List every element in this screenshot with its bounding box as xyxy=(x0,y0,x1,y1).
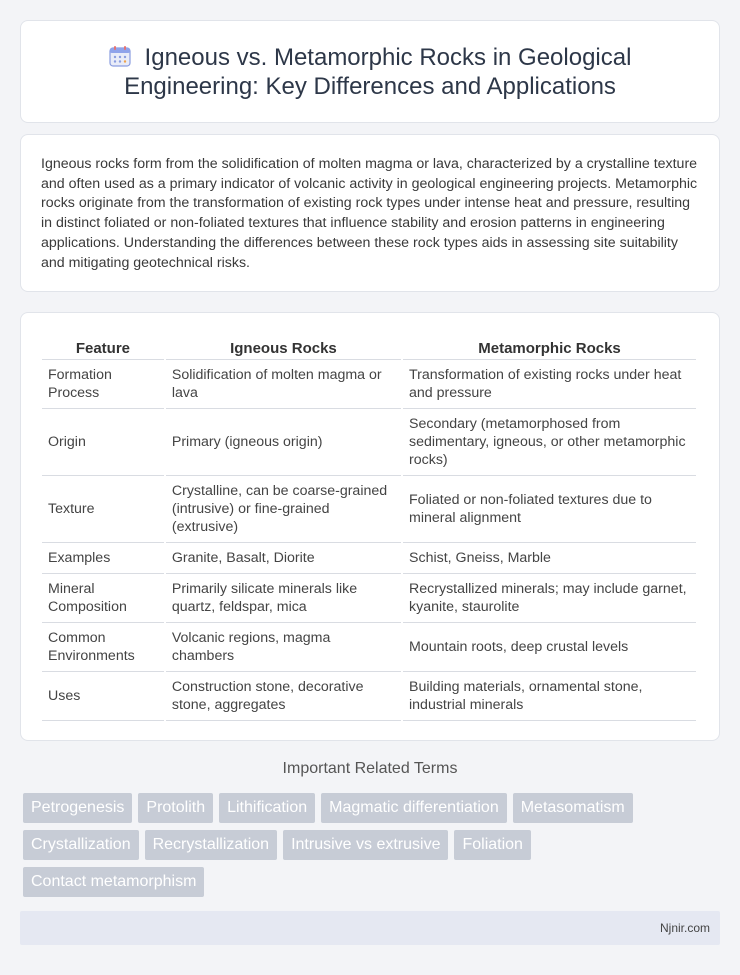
related-terms-heading: Important Related Terms xyxy=(282,760,458,777)
table-row xyxy=(42,623,696,672)
table-cell-metamorphic: Mountain roots, deep crustal levels xyxy=(403,623,696,672)
table-cell-feature: Common Environments xyxy=(42,623,164,672)
table-cell-igneous: Construction stone, decorative stone, aggregates xyxy=(166,672,401,721)
tag-lithification[interactable]: Lithification xyxy=(219,793,315,823)
tag-protolith[interactable]: Protolith xyxy=(138,793,213,823)
header-igneous: Igneous Rocks xyxy=(166,332,401,360)
related-terms-list xyxy=(23,793,703,904)
table-cell-feature: Texture xyxy=(42,476,164,543)
table-cell-igneous: Granite, Basalt, Diorite xyxy=(166,543,401,574)
intro-paragraph: Igneous rocks form from the solidification of molten magma or lava, characterized by a crystalline texture and often used as a primary indicator of volcanic activity in geological engineering projects. Metamorphic rocks originate from the transformation of existing rock types under intense heat and pressure, resulting in distinct foliated or non-foliated textures that influence stability and erosion patterns in engineering applications. Understanding the differences between these rock types aids in assessing site suitability and mitigating geotechnical risks. xyxy=(41,156,698,271)
page-title xyxy=(70,43,670,101)
calendar-icon xyxy=(109,45,131,67)
table-cell-metamorphic: Recrystallized minerals; may include garnet, kyanite, staurolite xyxy=(403,574,696,623)
tag-magmatic-differentiation[interactable]: Magmatic differentiation xyxy=(321,793,507,823)
tag-recrystallization[interactable]: Recrystallization xyxy=(145,830,277,860)
table-cell-feature: Uses xyxy=(42,672,164,721)
table-cell-igneous: Volcanic regions, magma chambers xyxy=(166,623,401,672)
header-feature: Feature xyxy=(42,332,164,360)
table-cell-feature: Formation Process xyxy=(42,360,164,409)
table-cell-metamorphic: Secondary (metamorphosed from sedimentary, igneous, or other metamorphic rocks) xyxy=(403,409,696,476)
tag-foliation[interactable]: Foliation xyxy=(454,830,530,860)
tag-contact-metamorphism[interactable]: Contact metamorphism xyxy=(23,867,204,897)
footer-site[interactable]: Njnir.com xyxy=(659,921,710,935)
comparison-table xyxy=(40,332,698,721)
page-title-text: Igneous vs. Metamorphic Rocks in Geological Engineering: Key Differences and Applications xyxy=(124,43,632,100)
intro-card xyxy=(20,134,720,292)
table-row xyxy=(42,672,696,721)
table-cell-metamorphic: Foliated or non-foliated textures due to mineral alignment xyxy=(403,476,696,543)
table-cell-feature: Examples xyxy=(42,543,164,574)
tag-metasomatism[interactable]: Metasomatism xyxy=(513,793,633,823)
table-header-row xyxy=(42,332,696,360)
table-cell-metamorphic: Building materials, ornamental stone, industrial minerals xyxy=(403,672,696,721)
header-metamorphic: Metamorphic Rocks xyxy=(403,332,696,360)
table-cell-igneous: Crystalline, can be coarse-grained (intrusive) or fine-grained (extrusive) xyxy=(166,476,401,543)
table-row xyxy=(42,476,696,543)
title-card xyxy=(20,20,720,123)
table-cell-metamorphic: Schist, Gneiss, Marble xyxy=(403,543,696,574)
table-row xyxy=(42,409,696,476)
tag-crystallization[interactable]: Crystallization xyxy=(23,830,139,860)
table-row xyxy=(42,360,696,409)
table-cell-feature: Mineral Composition xyxy=(42,574,164,623)
table-row xyxy=(42,574,696,623)
tag-intrusive-vs-extrusive[interactable]: Intrusive vs extrusive xyxy=(283,830,448,860)
table-cell-igneous: Solidification of molten magma or lava xyxy=(166,360,401,409)
tag-petrogenesis[interactable]: Petrogenesis xyxy=(23,793,132,823)
table-cell-igneous: Primary (igneous origin) xyxy=(166,409,401,476)
footer xyxy=(20,911,720,945)
table-cell-igneous: Primarily silicate minerals like quartz, feldspar, mica xyxy=(166,574,401,623)
comparison-card xyxy=(20,312,720,741)
table-cell-metamorphic: Transformation of existing rocks under heat and pressure xyxy=(403,360,696,409)
table-row xyxy=(42,543,696,574)
table-cell-feature: Origin xyxy=(42,409,164,476)
